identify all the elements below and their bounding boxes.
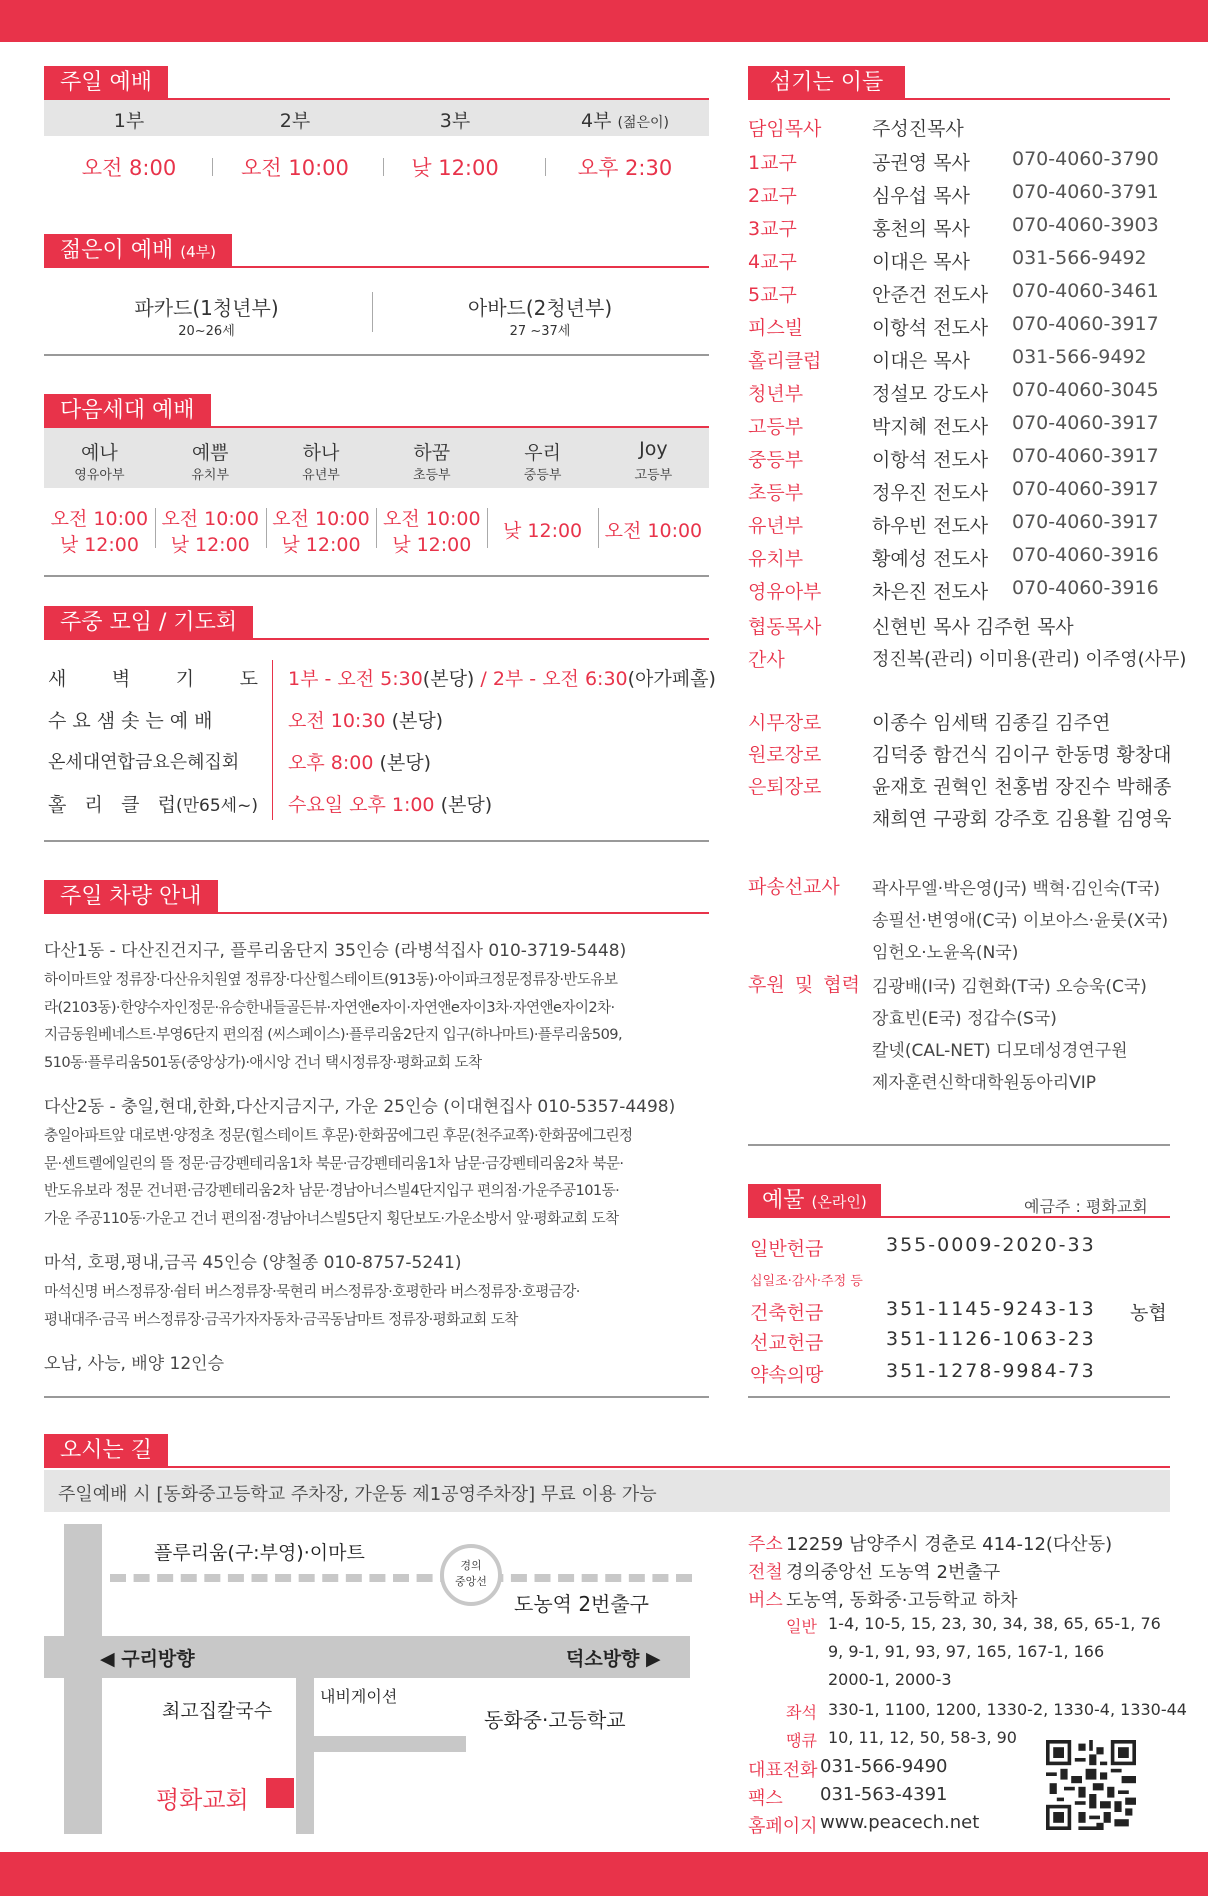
server-role-label: 5교구 bbox=[748, 284, 797, 306]
mission-offering-label: 선교헌금 bbox=[750, 1332, 824, 1354]
bus-route-head: 다산1동 - 다산진건지구, 플루리움단지 35인승 (라병석집사 010-3719-5448) bbox=[44, 941, 627, 961]
weekday-title: 주중 모임 / 기도회 bbox=[44, 606, 253, 640]
map-rail bbox=[110, 1574, 692, 1582]
assoc-names: 신현빈 목사 김주헌 목사 bbox=[872, 616, 1074, 638]
bus-route-stops: 반도유보라 정문 건너편·금강펜테리움2차 남문·경남아너스빌4단지입구 편의점·가운주공101동· bbox=[44, 1182, 620, 1199]
youth-group-2-age: 27 ~37세 bbox=[509, 324, 571, 339]
nextgen-group-name: 예쁨 bbox=[191, 442, 229, 464]
bank-name: 농협 bbox=[1130, 1302, 1167, 1324]
address-label: 주소 bbox=[748, 1534, 783, 1555]
nextgen-group-name: 우리 bbox=[524, 442, 561, 464]
fax-label: 팩스 bbox=[748, 1788, 783, 1809]
mission-offering-account: 351-1126-1063-23 bbox=[886, 1328, 1096, 1350]
map-restaurant: 최고집칼국수 bbox=[162, 1700, 273, 1722]
sep bbox=[266, 508, 267, 548]
general-bus-line-2: 9, 9-1, 91, 93, 97, 165, 167-1, 166 bbox=[828, 1642, 1105, 1661]
elder-label: 원로장로 bbox=[748, 744, 822, 766]
village-bus: 10, 11, 12, 50, 58-3, 90 bbox=[828, 1728, 1017, 1747]
map-school: 동화중·고등학교 bbox=[484, 1708, 626, 1732]
server-name: 박지혜 전도사 bbox=[872, 416, 989, 438]
servers-header bbox=[748, 66, 1170, 100]
bus-route-stops: 가운 주공110동·가운고 건너 편의점·경남아너스빌5단지 횡단보도·가운소방서 앞·평화교회 도착 bbox=[44, 1209, 619, 1227]
server-phone: 070-4060-3045 bbox=[1012, 379, 1159, 401]
general-offering-label: 일반헌금 bbox=[750, 1238, 824, 1260]
nextgen-group-name: Joy bbox=[639, 438, 668, 460]
elder-names: 윤재호 권혁인 천홍범 장진수 박해종 bbox=[872, 776, 1172, 798]
server-role-label: 4교구 bbox=[748, 251, 797, 273]
server-name: 이대은 목사 bbox=[872, 251, 970, 273]
bus-route-stops: 문·센트렐에일린의 뜰 정문·금강펜테리움1차 북문·금강펜테리움1차 남문·금강펜테리움2차 북문· bbox=[44, 1154, 624, 1172]
server-phone: 070-4060-3916 bbox=[1012, 577, 1159, 599]
senior-pastor-label: 담임목사 bbox=[748, 118, 822, 140]
seat-bus-label: 좌석 bbox=[786, 1703, 817, 1722]
divider bbox=[748, 1396, 1170, 1398]
bus-title: 주일 차량 안내 bbox=[44, 880, 218, 914]
missionary-line-1: 곽사무엘·박은영(J국) 백혁·김인숙(T국) bbox=[872, 879, 1161, 899]
building-offering-label: 건축헌금 bbox=[750, 1302, 824, 1324]
nextgen-time-1: 오전 10:00 bbox=[272, 508, 370, 530]
bus-route-stops: 하이마트앞 정류장·다산유치원옆 정류장·다산힐스테이트(913동)·아이파크정문정류장·반도유보 bbox=[44, 971, 618, 988]
tel: 031-566-9490 bbox=[820, 1756, 948, 1777]
tel-label: 대표전화 bbox=[748, 1760, 818, 1781]
sep bbox=[487, 508, 488, 548]
server-name: 차은진 전도사 bbox=[872, 581, 989, 603]
server-role-label: 피스빌 bbox=[748, 317, 804, 339]
bus-header bbox=[44, 880, 709, 914]
bus-route-stops: 라(2103동)·한양수자인정문·유승한내들골든뷰·자연앤e자이·자연앤e자이3차·자연앤e자이2차· bbox=[44, 998, 615, 1016]
offering-holder: 예금주 : 평화교회 bbox=[1024, 1197, 1148, 1216]
rail-info: 경의중앙선 도농역 2번출구 bbox=[786, 1562, 1001, 1583]
building-offering-account: 351-1145-9243-13 bbox=[886, 1298, 1096, 1320]
map-top-label: 플루리움(구:부영)·이마트 bbox=[154, 1542, 365, 1564]
time-1: 오전 8:00 bbox=[81, 156, 177, 180]
weekday-header bbox=[44, 606, 709, 640]
server-phone: 070-4060-3917 bbox=[1012, 412, 1159, 434]
sunday-worship-header bbox=[44, 66, 709, 100]
nextgen-time-1: 오전 10:00 bbox=[383, 508, 481, 530]
support-line-3: 칼넷(CAL-NET) 디모데성경연구원 bbox=[872, 1041, 1128, 1061]
sep bbox=[155, 508, 156, 548]
divider bbox=[44, 1396, 709, 1398]
sep bbox=[272, 660, 273, 820]
support-label: 후원 및 협력 bbox=[748, 974, 860, 996]
server-name: 정우진 전도사 bbox=[872, 482, 989, 504]
weekday-time-2: 오전 10:30 (본당) bbox=[288, 710, 444, 732]
part-2: 2부 bbox=[279, 110, 311, 132]
nextgen-group-dept: 유치부 bbox=[191, 468, 230, 483]
part-4: 4부 (젊은이) bbox=[581, 110, 669, 132]
general-bus-line-1: 1-4, 10-5, 15, 23, 30, 34, 38, 65, 65-1, 76 bbox=[828, 1614, 1161, 1633]
sep bbox=[372, 292, 373, 332]
elder-label: 시무장로 bbox=[748, 712, 822, 734]
offering-title: 예물 (온라인) bbox=[748, 1184, 881, 1218]
server-role-label: 영유아부 bbox=[748, 581, 822, 603]
weekday-label-1: 새 벽 기 도 bbox=[48, 668, 258, 690]
server-role-label: 3교구 bbox=[748, 218, 797, 240]
missionary-label: 파송선교사 bbox=[748, 876, 840, 898]
map-navigation: 내비게이션 bbox=[320, 1687, 398, 1706]
divider bbox=[44, 575, 709, 577]
server-name: 심우섭 목사 bbox=[872, 185, 970, 207]
general-offering-account: 355-0009-2020-33 bbox=[886, 1234, 1096, 1256]
youth-worship-title: 젊은이 예배 (4부) bbox=[44, 234, 232, 268]
seat-bus: 330-1, 1100, 1200, 1330-2, 1330-4, 1330-44 bbox=[828, 1700, 1187, 1719]
server-role-label: 1교구 bbox=[748, 152, 797, 174]
elder-names: 이종수 임세택 김종길 김주연 bbox=[872, 712, 1111, 734]
bus-route-stops: 마석신명 버스정류장·쉼터 버스정류장·묵현리 버스정류장·호평한라 버스정류장·호평금강· bbox=[44, 1283, 580, 1300]
server-phone: 031-566-9492 bbox=[1012, 247, 1147, 269]
server-role-label: 유치부 bbox=[748, 548, 804, 570]
nextgen-time-1: 오전 10:00 bbox=[161, 508, 259, 530]
staff-label: 간사 bbox=[748, 649, 785, 671]
youth-worship-header bbox=[44, 234, 709, 268]
youth-group-2: 아바드(2청년부) bbox=[467, 296, 613, 320]
nextgen-header bbox=[44, 394, 709, 428]
sep bbox=[598, 508, 599, 548]
divider bbox=[748, 1144, 1170, 1146]
server-role-label: 홀리클럽 bbox=[748, 350, 822, 372]
nextgen-time-2: 낮 12:00 bbox=[59, 534, 139, 556]
server-role-label: 청년부 bbox=[748, 383, 804, 405]
directions-header bbox=[44, 1434, 1170, 1468]
nextgen-group-name: 예나 bbox=[81, 442, 118, 464]
nextgen-group-dept: 유년부 bbox=[302, 468, 340, 483]
nextgen-time-2: 낮 12:00 bbox=[170, 534, 250, 556]
nextgen-group-dept: 초등부 bbox=[412, 468, 451, 483]
server-name: 이대은 목사 bbox=[872, 350, 970, 372]
map-exit-label: 도농역 2번출구 bbox=[514, 1592, 650, 1616]
map-road-side bbox=[296, 1678, 314, 1834]
staff-names: 정진복(관리) 이미용(관리) 이주영(사무) bbox=[872, 649, 1187, 670]
station-line-1: 경의 bbox=[460, 1559, 482, 1572]
server-phone: 070-4060-3461 bbox=[1012, 280, 1159, 302]
server-phone: 070-4060-3903 bbox=[1012, 214, 1159, 236]
bus-label: 버스 bbox=[748, 1590, 783, 1611]
nextgen-time-1: 오전 10:00 bbox=[604, 520, 703, 542]
map-road-vertical-left bbox=[64, 1524, 102, 1834]
support-line-4: 제자훈련신학대학원동아리VIP bbox=[872, 1073, 1096, 1093]
bus-route-head: 오남, 사능, 배양 12인승 bbox=[44, 1354, 225, 1374]
server-phone: 070-4060-3917 bbox=[1012, 478, 1159, 500]
web-label: 홈페이지 bbox=[748, 1816, 818, 1837]
directions-title: 오시는 길 bbox=[44, 1434, 168, 1468]
server-phone: 070-4060-3917 bbox=[1012, 445, 1159, 467]
map-right-direction: 덕소방향 ▶ bbox=[566, 1648, 661, 1670]
nextgen-time-1: 오전 10:00 bbox=[50, 508, 149, 530]
nextgen-group-dept: 고등부 bbox=[634, 468, 673, 483]
weekday-time-3: 오후 8:00 (본당) bbox=[288, 752, 432, 774]
nextgen-time-2: 낮 12:00 bbox=[392, 534, 472, 556]
qr-code-icon[interactable] bbox=[1046, 1740, 1136, 1830]
map-church-label: 평화교회 bbox=[156, 1786, 249, 1814]
assoc-label: 협동목사 bbox=[748, 616, 822, 638]
server-phone: 070-4060-3790 bbox=[1012, 148, 1159, 170]
elder-label: 은퇴장로 bbox=[748, 776, 822, 798]
server-name: 이항석 전도사 bbox=[872, 449, 989, 471]
rail-label: 전철 bbox=[748, 1562, 783, 1583]
support-line-2: 장효빈(E국) 정갑수(S국) bbox=[872, 1009, 1057, 1029]
bus-route-stops: 510동·플루리움501동(중앙상가)·애시앙 건너 택시정류장·평화교회 도착 bbox=[44, 1053, 482, 1071]
server-name: 정설모 강도사 bbox=[872, 383, 989, 405]
server-name: 홍천의 목사 bbox=[872, 218, 970, 240]
time-3: 낮 12:00 bbox=[411, 156, 499, 180]
weekday-time-1: 1부 - 오전 5:30(본당) / 2부 - 오전 6:30(아가페홀) bbox=[288, 668, 716, 690]
parking-info: 주일예배 시 [동화중고등학교 주차장, 가운동 제1공영주차장] 무료 이용 가능 bbox=[58, 1484, 657, 1505]
bus-info: 도농역, 동화중·고등학교 하차 bbox=[786, 1590, 1018, 1611]
server-role-label: 2교구 bbox=[748, 185, 797, 207]
website[interactable]: www.peacech.net bbox=[820, 1812, 980, 1833]
youth-group-1: 파카드(1청년부) bbox=[134, 296, 279, 320]
address: 12259 남양주시 경춘로 414-12(다산동) bbox=[786, 1534, 1113, 1555]
time-2: 오전 10:00 bbox=[241, 156, 349, 180]
server-role-label: 고등부 bbox=[748, 416, 804, 438]
map-road-branch bbox=[296, 1736, 466, 1752]
server-role-label: 초등부 bbox=[748, 482, 804, 504]
bus-route-stops: 지금동원베네스트·부영6단지 편의점 (씨스페이스)·플루리움2단지 입구(하나마트)·플루리움509, bbox=[44, 1026, 622, 1043]
village-bus-label: 땡큐 bbox=[786, 1731, 817, 1750]
nextgen-time-1: 낮 12:00 bbox=[503, 520, 583, 542]
nextgen-group-name: 하꿈 bbox=[413, 442, 451, 464]
sunday-worship-title: 주일 예배 bbox=[44, 66, 168, 100]
bottom-bar bbox=[0, 1852, 1208, 1896]
missionary-line-2: 송필선·변영애(C국) 이보아스·윤룻(X국) bbox=[872, 911, 1169, 931]
server-name: 안준건 전도사 bbox=[872, 284, 989, 306]
server-role-label: 중등부 bbox=[748, 449, 804, 471]
elder-names: 김덕중 함건식 김이구 한동명 황창대 bbox=[872, 744, 1172, 766]
servers-title: 섬기는 이들 bbox=[748, 66, 905, 100]
server-name: 황예성 전도사 bbox=[872, 548, 989, 570]
nextgen-title: 다음세대 예배 bbox=[44, 394, 211, 428]
nextgen-group-dept: 영유아부 bbox=[74, 468, 125, 483]
weekday-label-4: 홀 리 클 럽(만65세~) bbox=[48, 794, 258, 816]
weekday-time-4: 수요일 오후 1:00 (본당) bbox=[288, 794, 493, 816]
server-phone: 031-566-9492 bbox=[1012, 346, 1147, 368]
divider bbox=[44, 840, 709, 842]
pledge-offering-label: 약속의땅 bbox=[750, 1364, 824, 1386]
time-4: 오후 2:30 bbox=[577, 156, 673, 180]
map-church-marker bbox=[266, 1778, 294, 1808]
bus-route-stops: 충일아파트앞 대로변·양정초 정문(힐스테이트 후문)·한화꿈에그린 후문(천주교쪽)·한화꿈에그린정 bbox=[44, 1127, 633, 1144]
server-phone: 070-4060-3791 bbox=[1012, 181, 1159, 203]
sep bbox=[376, 508, 377, 548]
pledge-offering-account: 351-1278-9984-73 bbox=[886, 1360, 1096, 1382]
part-3: 3부 bbox=[439, 110, 471, 132]
general-bus-label: 일반 bbox=[786, 1617, 817, 1636]
support-line-1: 김광배(I국) 김현화(T국) 오승욱(C국) bbox=[872, 977, 1147, 997]
map-station-circle bbox=[440, 1544, 502, 1606]
server-phone: 070-4060-3917 bbox=[1012, 511, 1159, 533]
missionary-line-3: 임헌오·노윤옥(N국) bbox=[872, 943, 1019, 963]
part-1: 1부 bbox=[113, 110, 145, 132]
elder-names: 채희연 구광회 강주호 김용활 김영욱 bbox=[872, 808, 1172, 830]
weekday-label-3: 온세대연합금요은혜집회 bbox=[48, 752, 240, 773]
server-phone: 070-4060-3917 bbox=[1012, 313, 1159, 335]
map-left-direction: ◀ 구리방향 bbox=[100, 1648, 195, 1670]
youth-group-1-age: 20~26세 bbox=[178, 324, 235, 339]
nextgen-group-dept: 중등부 bbox=[523, 468, 562, 483]
fax: 031-563-4391 bbox=[820, 1784, 948, 1805]
bus-route-head: 마석, 호평,평내,금곡 45인승 (양철종 010-8757-5241) bbox=[44, 1253, 462, 1273]
bus-route-stops: 평내대주·금곡 버스정류장·금곡가자자동차·금곡동남마트 정류장·평화교회 도착 bbox=[44, 1310, 518, 1328]
station-line-2: 중앙선 bbox=[455, 1575, 487, 1588]
server-phone: 070-4060-3916 bbox=[1012, 544, 1159, 566]
divider bbox=[44, 354, 709, 356]
offering-note: 십일조·감사·주정 등 bbox=[750, 1274, 863, 1289]
server-name: 하우빈 전도사 bbox=[872, 515, 989, 537]
top-bar bbox=[0, 0, 1208, 42]
senior-pastor-name: 주성진목사 bbox=[872, 118, 964, 140]
server-role-label: 유년부 bbox=[748, 515, 804, 537]
bus-route-head: 다산2동 - 충일,현대,한화,다산지금지구, 가운 25인승 (이대현집사 010-5357-4498) bbox=[44, 1097, 676, 1117]
general-bus-line-3: 2000-1, 2000-3 bbox=[828, 1670, 952, 1689]
nextgen-time-2: 낮 12:00 bbox=[281, 534, 361, 556]
weekday-label-2: 수요샘솟는예배 bbox=[48, 710, 219, 732]
nextgen-group-name: 하나 bbox=[302, 442, 340, 464]
server-name: 이항석 전도사 bbox=[872, 317, 989, 339]
server-name: 공권영 목사 bbox=[872, 152, 970, 174]
